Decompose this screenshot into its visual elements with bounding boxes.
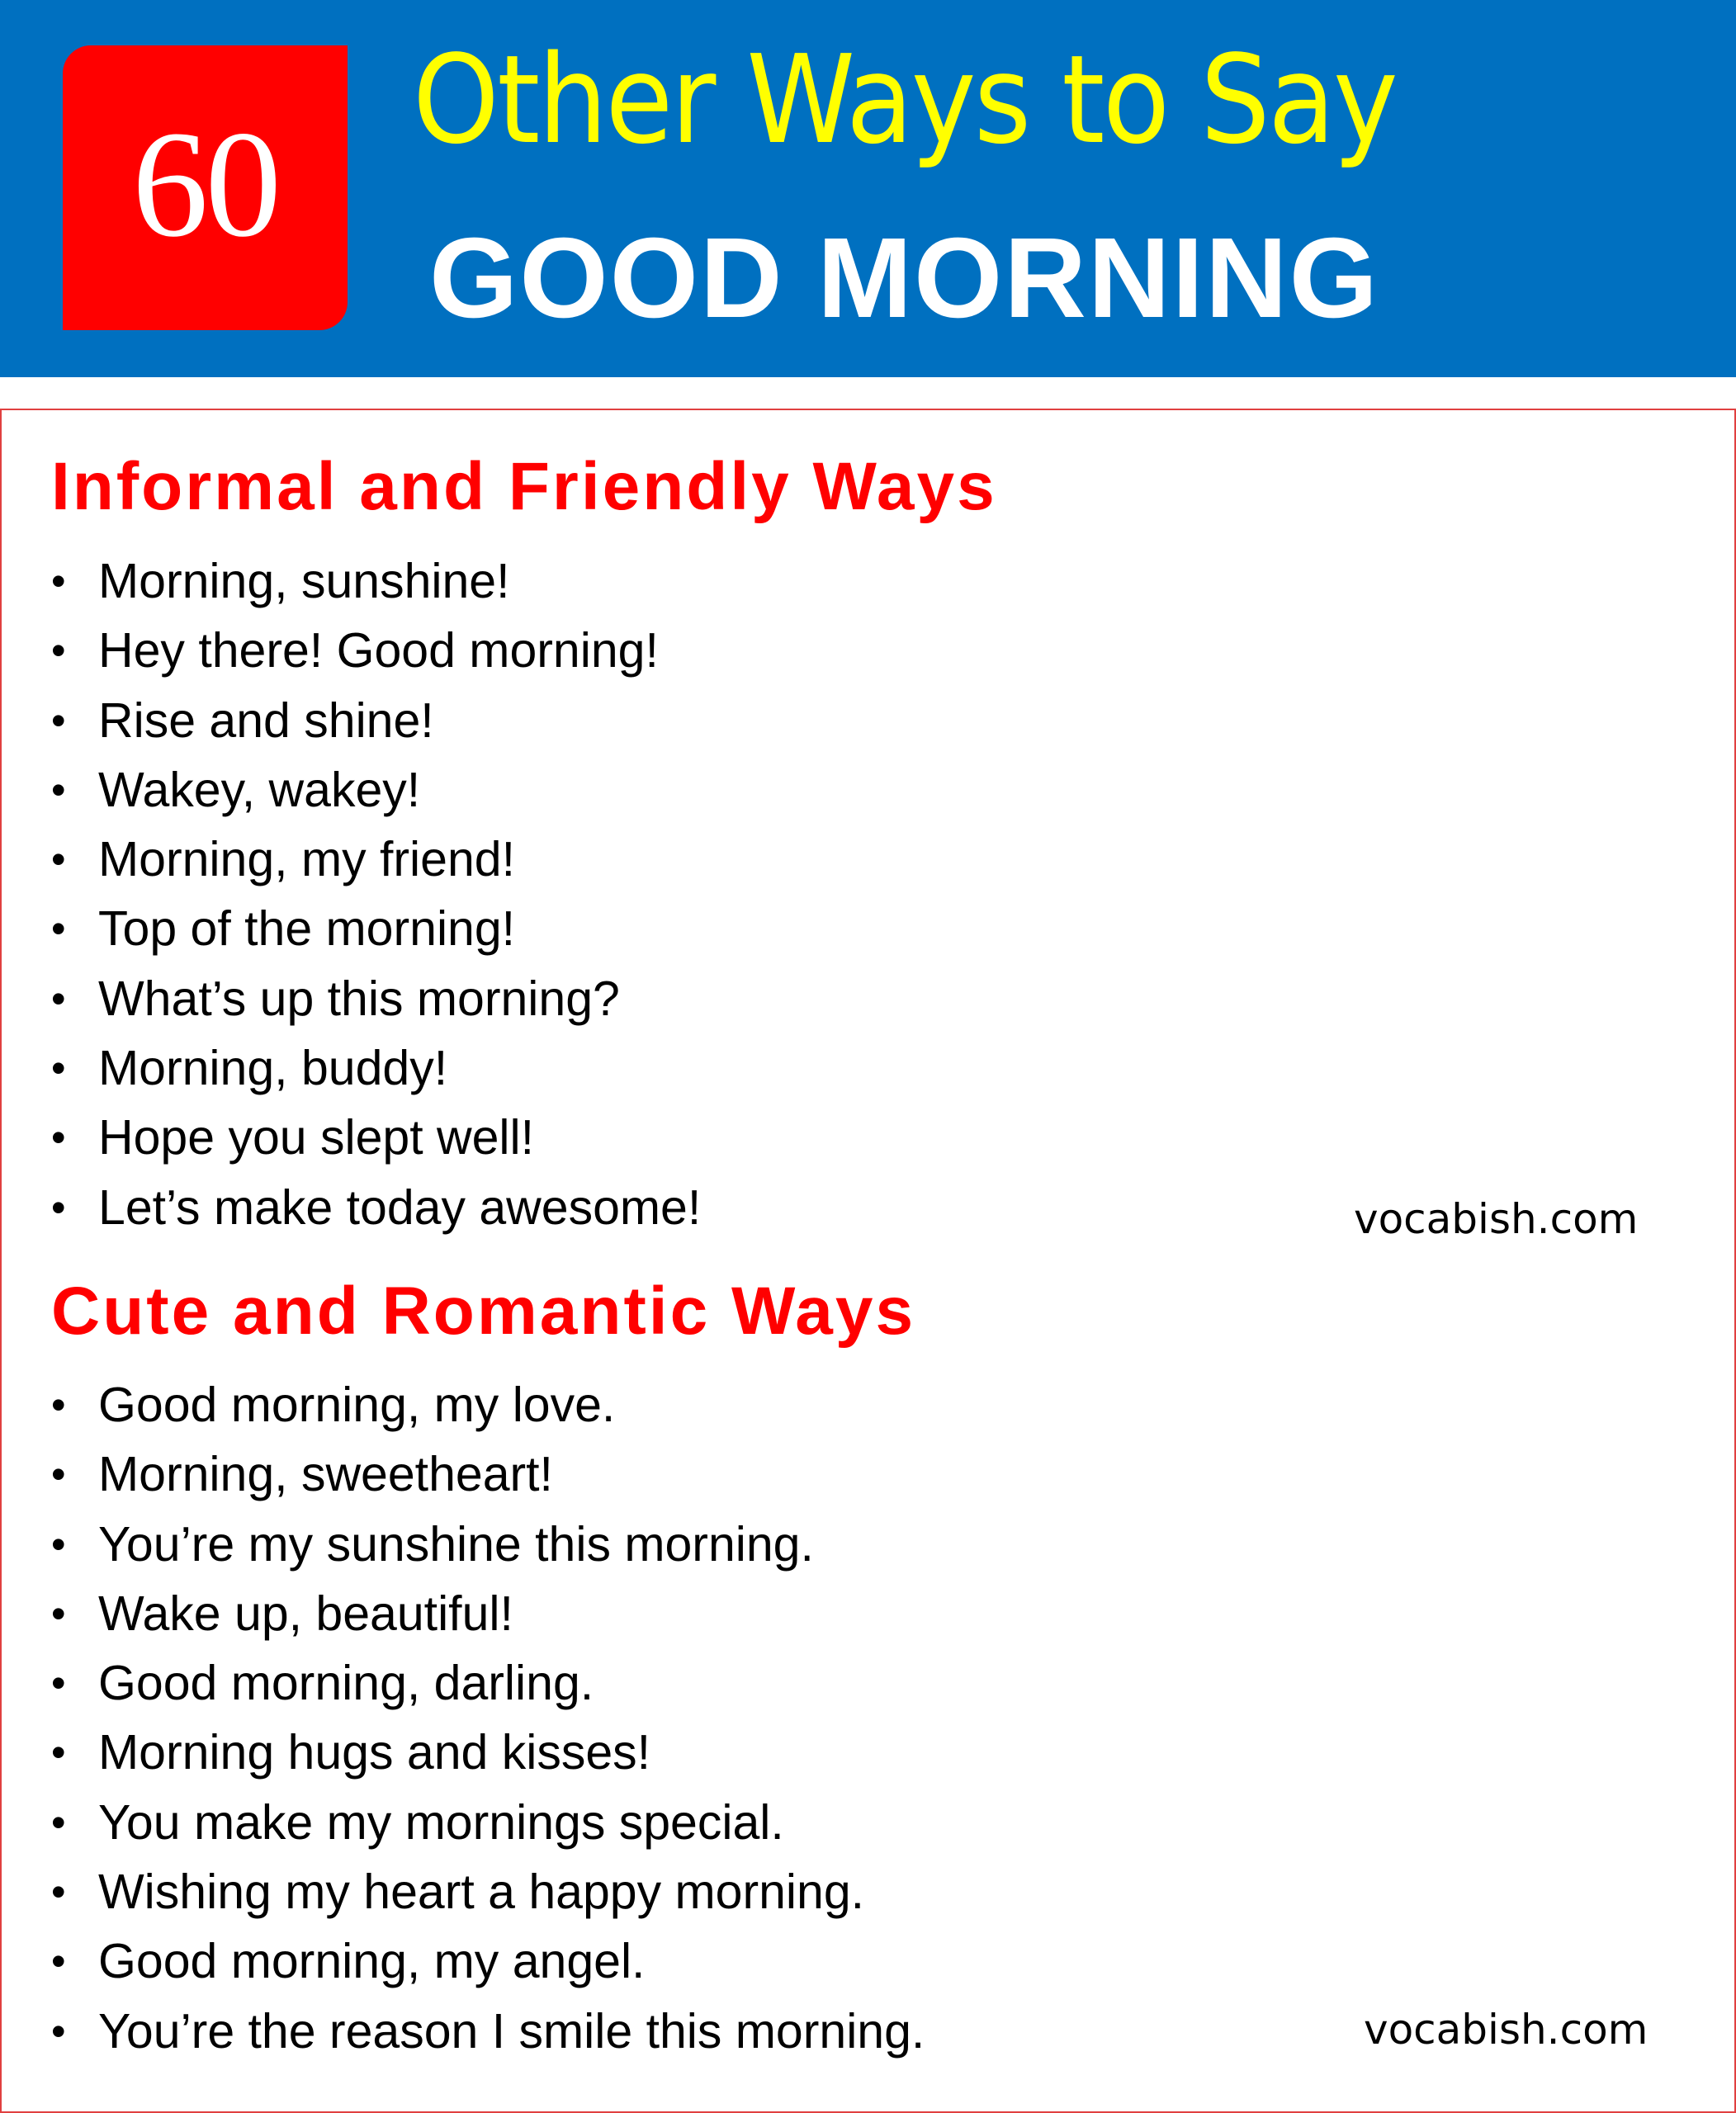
- number-badge: [63, 45, 348, 330]
- watermark-1: vocabish.com: [1354, 1195, 1639, 1243]
- section-heading-romantic: Cute and Romantic Ways: [51, 1274, 916, 1349]
- list-item: • Good morning, my angel.: [51, 1926, 925, 1996]
- list-item: • Wake up, beautiful!: [51, 1579, 925, 1648]
- list-item: • Let’s make today awesome!: [51, 1173, 701, 1242]
- list-item: • You’re my sunshine this morning.: [51, 1510, 925, 1579]
- list-informal: [51, 546, 701, 1242]
- list-item: • Top of the morning!: [51, 894, 701, 963]
- list-item: • Wakey, wakey!: [51, 755, 701, 825]
- list-item: • Hey there! Good morning!: [51, 616, 701, 685]
- header-banner: [0, 0, 1736, 377]
- list-romantic: [51, 1370, 925, 2066]
- title-line-1: Other Ways to Say: [413, 29, 1397, 171]
- list-item: • Hope you slept well!: [51, 1103, 701, 1172]
- list-item: • Rise and shine!: [51, 686, 701, 755]
- list-item: • Morning, buddy!: [51, 1033, 701, 1103]
- section-heading-informal: Informal and Friendly Ways: [51, 449, 997, 524]
- list-item: • Morning, sweetheart!: [51, 1439, 925, 1509]
- list-item: • What’s up this morning?: [51, 964, 701, 1033]
- list-item: • Morning hugs and kisses!: [51, 1718, 925, 1787]
- list-item: • You’re the reason I smile this morning.: [51, 1997, 925, 2066]
- list-item: • You make my mornings special.: [51, 1788, 925, 1857]
- watermark-2: vocabish.com: [1364, 2006, 1648, 2054]
- list-item: • Morning, sunshine!: [51, 546, 701, 616]
- badge-number: 60: [132, 100, 278, 269]
- list-item: • Good morning, my love.: [51, 1370, 925, 1439]
- title-line-2: GOOD MORNING: [429, 215, 1379, 342]
- list-item: • Wishing my heart a happy morning.: [51, 1857, 925, 1926]
- list-item: • Morning, my friend!: [51, 825, 701, 894]
- list-item: • Good morning, darling.: [51, 1648, 925, 1718]
